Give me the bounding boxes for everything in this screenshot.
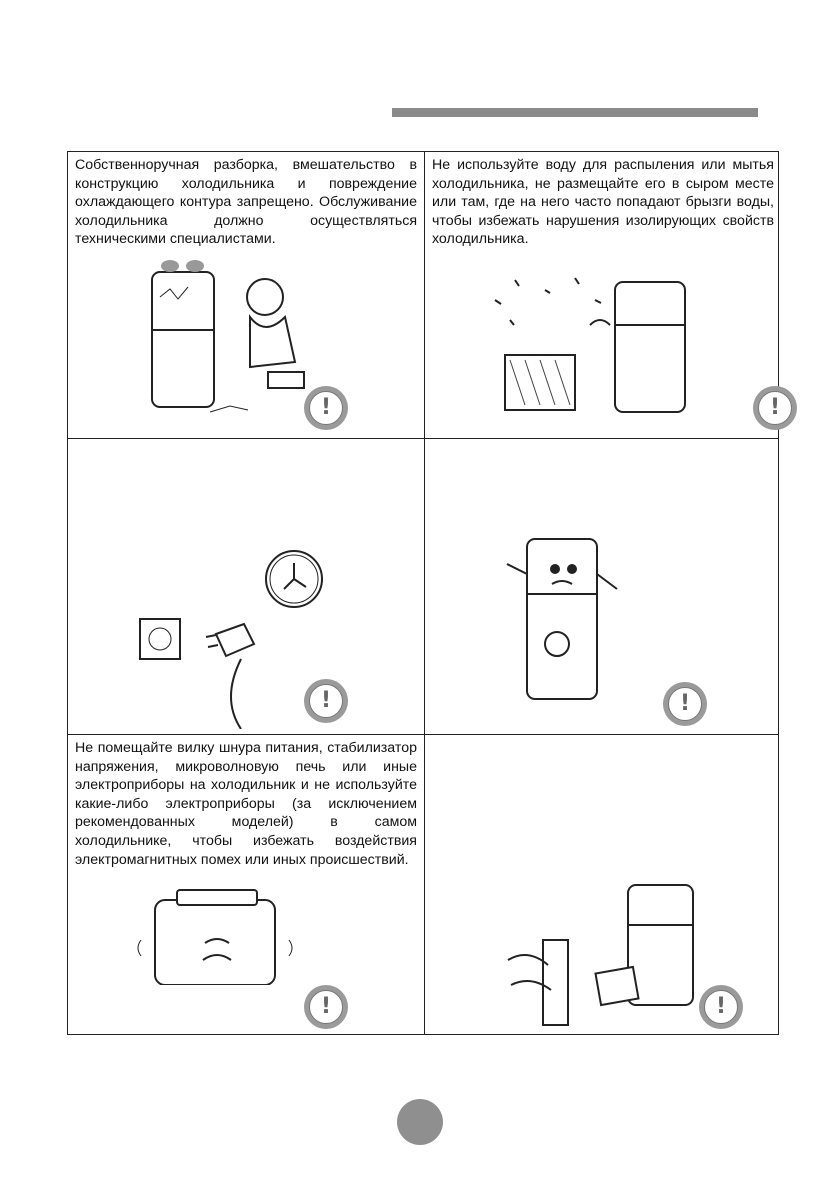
plug-icon [206,624,254,729]
cell-power [68,439,424,734]
fridge-icon [527,539,597,699]
clock-icon [266,551,322,607]
header-bar [392,108,758,117]
socket-icon [140,619,180,659]
cell-text: Не помещайте вилку шнура питания, стабилизатор напряжения, микроволновую печь или иные электроприборы на холодильник и не используйте какие-либо электроприборы (за исключением рекомендованных моделей) в самом холодильнике, чтобы избежать воздействия электромагнитных помех или иных происшествий. [75,740,417,868]
warning-icon: ! [304,386,348,430]
cell-water [425,152,780,438]
cell-unplug [425,735,780,1035]
power-illustration [136,549,326,729]
warning-icon: ! [699,985,743,1029]
cell-fridge-child [425,439,780,734]
warning-icon: ! [304,679,348,723]
water-splash-illustration [485,270,715,420]
unplug-illustration [503,880,703,1030]
monitor-icon [596,967,639,1005]
warning-icon: ! [753,386,797,430]
cell-disassembly [68,152,424,438]
cell-text: Собственноручная разборка, вмешательство в конструкцию холодильника и повреждение охлаждающего контура запрещено. Обслуживание холодильника должно осуществляться техническими специалистами. [75,157,417,248]
fridge-child-illustration [497,534,677,709]
warning-icon: ! [304,985,348,1029]
appliance-on-fridge-illustration [133,885,303,985]
instructions-grid [67,151,779,1035]
page-number-badge [397,1099,443,1145]
warning-icon: ! [663,682,707,726]
cell-text: Не используйте воду для распыления или мытья холодильника, не размещайте его в сыром месте или там, где на него часто попадают брызги воды, чтобы избежать нарушения изолирующих свойств холодильника. [432,157,774,248]
cell-electrical-appliances [68,735,424,1035]
